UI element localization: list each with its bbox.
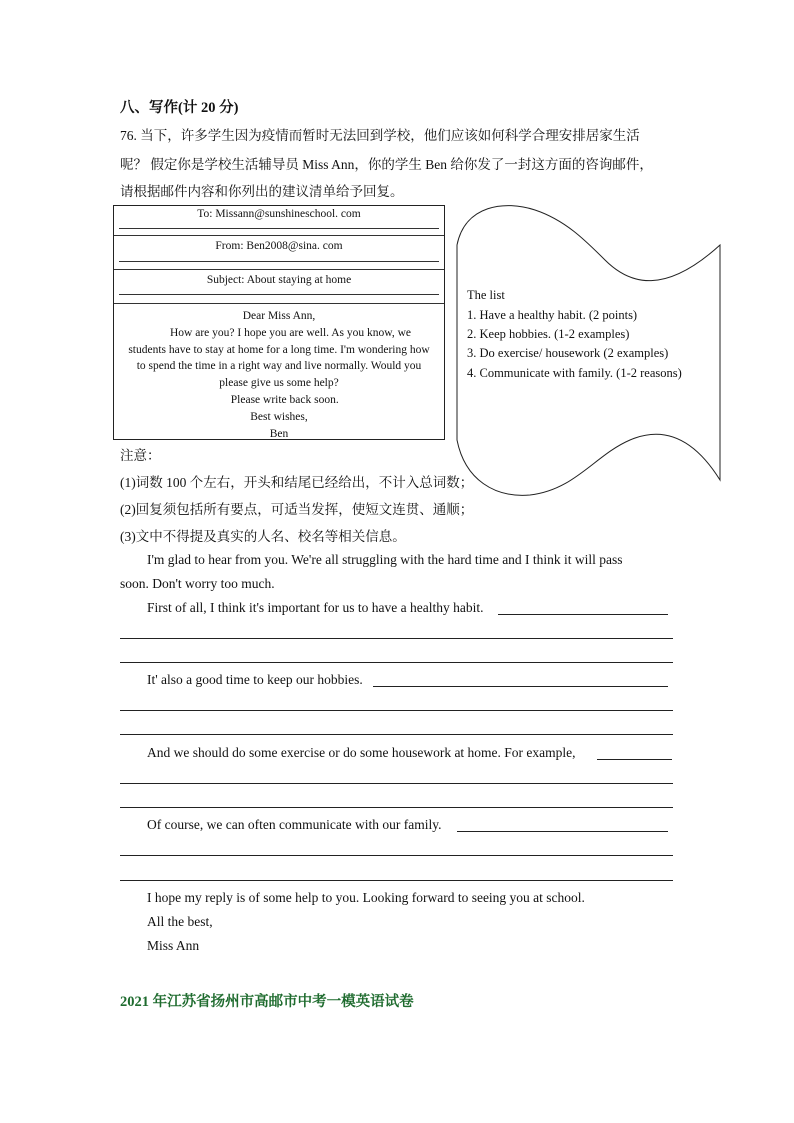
email-subject: Subject: About staying at home <box>206 274 352 286</box>
note-item: (2)回复须包括所有要点，可适当发挥，使短文连贯、通顺； <box>120 502 474 517</box>
email-rule <box>119 228 439 229</box>
email-greeting: Dear Miss Ann, <box>242 310 316 322</box>
email-rule <box>119 261 439 262</box>
question-line-1: 76. 当下，许多学生因为疫情而暂时无法回到学校，他们应该如何科学合理安排居家生活 <box>120 128 640 143</box>
answer-line[interactable] <box>120 734 673 735</box>
question-line-2: 呢？ 假定你是学校生活辅导员 Miss Ann，你的学生 Ben 给你发了一封这方面的咨询邮件， <box>120 157 653 172</box>
essay-prompt-2: It' also a good time to keep our hobbies. <box>147 672 363 687</box>
exam-title: 2021 年江苏省扬州市高邮市中考一模英语试卷 <box>120 994 414 1010</box>
answer-blank[interactable] <box>597 759 672 760</box>
answer-line[interactable] <box>120 855 673 856</box>
email-body-line: How are you? I hope you are well. As you know, we <box>146 326 411 339</box>
answer-line[interactable] <box>120 807 673 808</box>
essay-signature: Miss Ann <box>147 938 200 953</box>
answer-blank[interactable] <box>498 614 668 615</box>
essay-closing-line-2: All the best, <box>147 914 213 929</box>
email-body-line: students have to stay at home for a long time. I'm wondering how <box>128 343 430 356</box>
email-signoff: Best wishes, <box>250 410 308 423</box>
essay-closing-line-1: I hope my reply is of some help to you. Looking forward to seeing you at school. <box>147 890 585 905</box>
email-body-line: Please write back soon. <box>219 393 339 406</box>
email-sender: Ben <box>269 427 289 440</box>
email-to: To: Missann@sunshineschool. com <box>197 208 361 220</box>
email-from: From: Ben2008@sina. com <box>215 240 343 252</box>
section-title: 八、写作(计 20 分) <box>120 100 239 116</box>
answer-line[interactable] <box>120 880 673 881</box>
answer-line[interactable] <box>120 662 673 663</box>
question-line-3: 请根据邮件内容和你列出的建议清单给予回复。 <box>120 184 404 199</box>
answer-blank[interactable] <box>373 686 668 687</box>
email-body <box>122 308 436 442</box>
email-box <box>113 205 445 440</box>
answer-line[interactable] <box>120 783 673 784</box>
email-rule <box>114 235 444 236</box>
essay-opening-line-2: soon. Don't worry too much. <box>120 576 275 591</box>
email-rule <box>119 294 439 295</box>
answer-line[interactable] <box>120 638 673 639</box>
essay-prompt-3: And we should do some exercise or do some housework at home. For example, <box>147 745 576 760</box>
note-item: (1)词数 100 个左右，开头和结尾已经给出，不计入总词数； <box>120 475 474 490</box>
email-rule <box>114 303 444 304</box>
list-item: 3. Do exercise/ housework (2 examples) <box>467 346 669 360</box>
essay-prompt-1: First of all, I think it's important for us to have a healthy habit. <box>147 600 484 615</box>
note-item: (3)文中不得提及真实的人名、校名等相关信息。 <box>120 529 406 544</box>
essay-prompt-4: Of course, we can often communicate with our family. <box>147 817 442 832</box>
answer-blank[interactable] <box>457 831 668 832</box>
list-item: 4. Communicate with family. (1-2 reasons) <box>467 366 682 380</box>
email-rule <box>114 269 444 270</box>
notes-heading: 注意： <box>120 448 161 463</box>
essay-opening-line-1: I'm glad to hear from you. We're all struggling with the hard time and I think it will pass <box>147 552 623 567</box>
email-body-line: to spend the time in a right way and live normally. Would you <box>136 360 422 373</box>
list-title: The list <box>467 288 505 302</box>
list-item: 2. Keep hobbies. (1-2 examples) <box>467 327 630 341</box>
email-body-line: please give us some help? <box>219 377 339 390</box>
answer-line[interactable] <box>120 710 673 711</box>
list-item: 1. Have a healthy habit. (2 points) <box>467 308 638 322</box>
